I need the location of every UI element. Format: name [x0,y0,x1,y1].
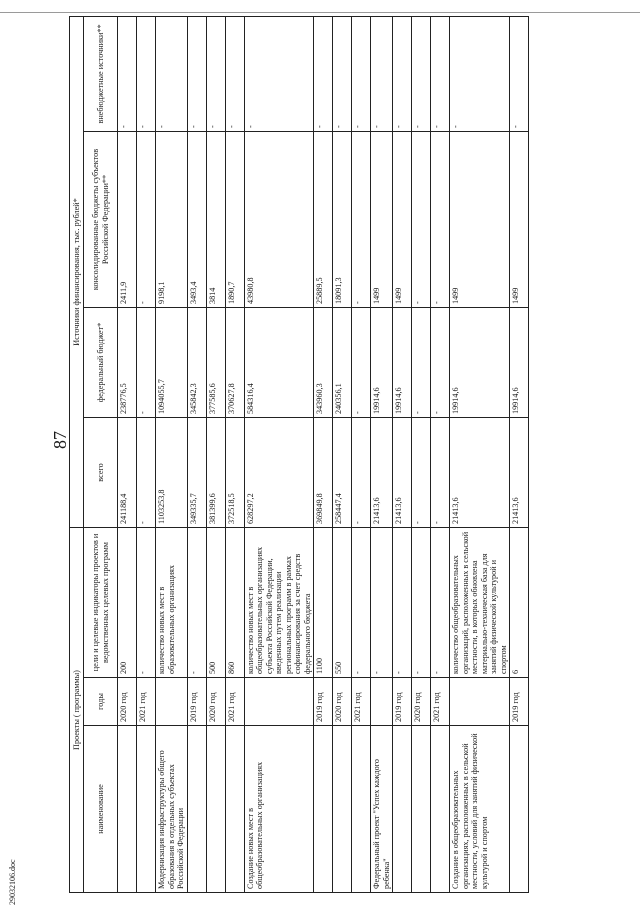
year-cell: 2020 год [206,678,225,726]
table-row [333,16,352,892]
year-cell: 2019 год [393,678,412,726]
project-name-cell [393,726,412,893]
column-header-regional: консолидированные бюджеты субъектов Российской Федерации** [84,132,118,308]
regional-budget-cell: 9198,1 [156,132,188,308]
project-name-cell [333,726,352,893]
indicator-cell: - [137,528,156,678]
table-row [118,16,137,892]
extrabudgetary-cell: - [156,16,188,131]
indicator-cell: количество общеобразовательных организаций, расположенных в сельской местности, в которых обновлена материально-техническая база для занятий физической культурой и спортом [450,528,510,678]
year-cell: 2021 год [137,678,156,726]
indicator-cell: - [431,528,450,678]
total-cell: 21413,6 [393,418,412,528]
regional-budget-cell: 1499 [393,132,412,308]
federal-budget-cell: 238776,5 [118,308,137,418]
extrabudgetary-cell: - [333,16,352,131]
table-row [244,16,314,892]
year-cell: 2019 год [187,678,206,726]
total-cell: 258447,4 [333,418,352,528]
year-cell: 2021 год [225,678,244,726]
year-cell [450,678,510,726]
regional-budget-cell: 1499 [371,132,393,308]
federal-budget-cell: 1094055,7 [156,308,188,418]
regional-budget-cell: 2411,9 [118,132,137,308]
federal-budget-cell: - [431,308,450,418]
table-row [187,16,206,892]
federal-budget-cell: 19914,6 [371,308,393,418]
federal-budget-cell: 19914,6 [510,308,529,418]
extrabudgetary-cell: - [225,16,244,131]
indicator-cell: 550 [333,528,352,678]
year-cell: 2020 год [118,678,137,726]
indicator-cell: - [352,528,371,678]
project-name-cell: Создание новых мест в общеобразовательных организациях [244,726,314,893]
table-row [450,16,510,892]
indicator-cell: - [412,528,431,678]
page-top-border [0,12,640,13]
project-name-cell [118,726,137,893]
regional-budget-cell: 1499 [450,132,510,308]
extrabudgetary-cell: - [450,16,510,131]
total-cell: 21413,6 [510,418,529,528]
indicator-cell: - [187,528,206,678]
federal-budget-cell: - [137,308,156,418]
regional-budget-cell: 25889,5 [314,132,333,308]
indicator-cell: 1100 [314,528,333,678]
extrabudgetary-cell: - [206,16,225,131]
regional-budget-cell: 43980,8 [244,132,314,308]
year-cell [156,678,188,726]
regional-budget-cell: 1890,7 [225,132,244,308]
projects-group-header: Проекты ( программы) [70,528,84,893]
table-row [206,16,225,892]
extrabudgetary-cell: - [244,16,314,131]
regional-budget-cell: - [352,132,371,308]
project-name-cell [431,726,450,893]
federal-budget-cell: 377585,6 [206,308,225,418]
federal-budget-cell: 370627,8 [225,308,244,418]
regional-budget-cell: - [412,132,431,308]
year-cell: 2019 год [510,678,529,726]
total-cell: 381399,6 [206,418,225,528]
year-cell [371,678,393,726]
rotated-table-container [69,17,631,893]
table-row [393,16,412,892]
federal-budget-cell: 345842,3 [187,308,206,418]
extrabudgetary-cell: - [314,16,333,131]
total-cell: 349335,7 [187,418,206,528]
project-name-cell [225,726,244,893]
extrabudgetary-cell: - [431,16,450,131]
project-name-cell: Федеральный проект "Успех каждого ребенка" [371,726,393,893]
total-cell: 1103253,8 [156,418,188,528]
federal-budget-cell: 584316,4 [244,308,314,418]
regional-budget-cell: 3493,4 [187,132,206,308]
project-name-cell [206,726,225,893]
project-name-cell: Модернизация инфраструктуры общего образования в отдельных субъектах Российской Федерации [156,726,188,893]
federal-budget-cell: 240356,1 [333,308,352,418]
regional-budget-cell: - [431,132,450,308]
project-name-cell [137,726,156,893]
extrabudgetary-cell: - [510,16,529,131]
table-row [371,16,393,892]
indicator-cell: 6 [510,528,529,678]
indicator-cell: количество новых мест в образовательных организациях [156,528,188,678]
table-row [352,16,371,892]
page-number: 87 [50,431,70,449]
year-cell: 2021 год [352,678,371,726]
table-row [412,16,431,892]
extrabudgetary-cell: - [412,16,431,131]
table-row [156,16,188,892]
table-row [431,16,450,892]
total-cell: 372518,5 [225,418,244,528]
sources-group-header: Источники финансирования, тыс. рублей* [70,16,84,527]
extrabudgetary-cell: - [137,16,156,131]
total-cell: 21413,6 [371,418,393,528]
extrabudgetary-cell: - [352,16,371,131]
project-name-cell [510,726,529,893]
project-name-cell [187,726,206,893]
federal-budget-cell: 19914,6 [450,308,510,418]
indicator-cell: 500 [206,528,225,678]
indicator-cell: 860 [225,528,244,678]
column-header-indicators: цели и целевые индикаторы проектов и ведомственных целевых программ [84,528,118,678]
column-header-total: всего [84,418,118,528]
federal-budget-cell: 343960,3 [314,308,333,418]
federal-budget-cell: 19914,6 [393,308,412,418]
project-name-cell [412,726,431,893]
total-cell: 369849,8 [314,418,333,528]
table-row [314,16,333,892]
regional-budget-cell: 1499 [510,132,529,308]
year-cell [244,678,314,726]
year-cell: 2020 год [412,678,431,726]
extrabudgetary-cell: - [393,16,412,131]
column-header-extrabudgetary: внебюджетные источники** [84,16,118,131]
table-row [510,16,529,892]
column-header-name: наименование [84,726,118,893]
document-file-id: 29032106.doc [8,859,17,905]
total-cell: 21413,6 [450,418,510,528]
column-header-years: годы [84,678,118,726]
regional-budget-cell: 18091,3 [333,132,352,308]
year-cell: 2021 год [431,678,450,726]
indicator-cell: - [393,528,412,678]
table-body [118,16,529,892]
year-cell: 2020 год [333,678,352,726]
total-cell: 241188,4 [118,418,137,528]
project-name-cell [352,726,371,893]
regional-budget-cell: 3814 [206,132,225,308]
total-cell: - [431,418,450,528]
project-name-cell: Создание в общеобразовательных организациях, расположенных в сельской местности, условий для занятий физической культурой и спортом [450,726,510,893]
indicator-cell: - [371,528,393,678]
federal-budget-cell: - [352,308,371,418]
extrabudgetary-cell: - [118,16,137,131]
total-cell: - [352,418,371,528]
total-cell: - [137,418,156,528]
financing-table [69,16,529,893]
year-cell: 2019 год [314,678,333,726]
federal-budget-cell: - [412,308,431,418]
total-cell: 628297,2 [244,418,314,528]
table-row [137,16,156,892]
extrabudgetary-cell: - [371,16,393,131]
project-name-cell [314,726,333,893]
indicator-cell: 200 [118,528,137,678]
extrabudgetary-cell: - [187,16,206,131]
total-cell: - [412,418,431,528]
indicator-cell: количество новых мест в общеобразовательных организациях субъекта Российской Федерации, введенных путем реализации региональных программ в рамках софинансирования за счет средств федерального бюджета [244,528,314,678]
column-header-federal: федеральный бюджет* [84,308,118,418]
regional-budget-cell: - [137,132,156,308]
table-row [225,16,244,892]
